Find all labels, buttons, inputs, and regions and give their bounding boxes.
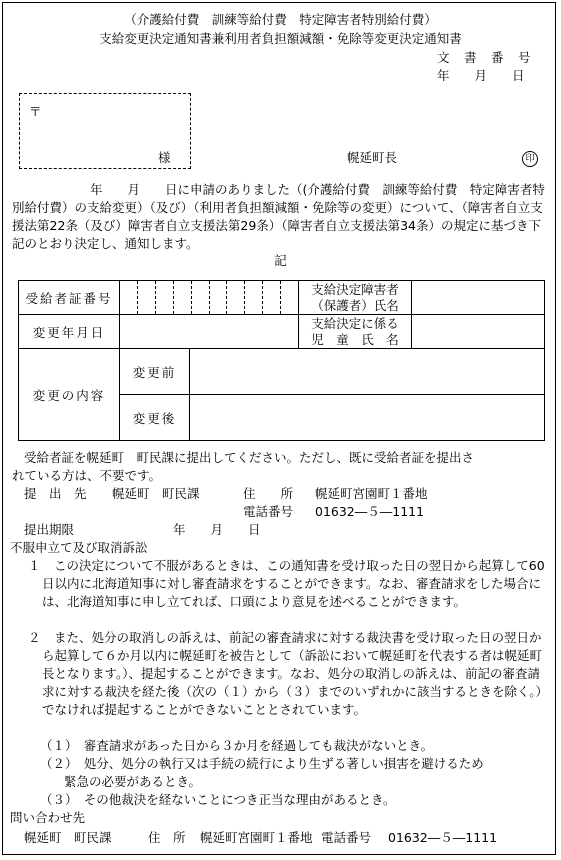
appeal-sub2-line2: 緊急の必要があるとき。 [64,774,202,789]
after-change-label: 変更後 [120,395,190,441]
contact-tel-label: 電話番号 [321,830,372,845]
contact-address: 幌延町宮園町１番地 [200,830,313,845]
appeal-item1-text: この決定について不服があるときは、この通知書を受け取った日の翌日から起算して60日以内に北海道知事に対し審査請求をすることができます。なお、審査請求をした場合には、北海道知事に申し立てれば、口頭により意見を述べることができます。 [42,558,545,609]
contact-tel: 01632―５―1111 [388,830,498,845]
change-date-value [120,315,299,349]
seal-icon: 印 [522,151,538,167]
child-name-value [412,315,545,349]
seal-mark [522,149,538,167]
after-change-value [190,395,545,441]
submission-tel-label: 電話番号 [243,504,294,519]
document-title: 支給変更決定通知書兼利用者負担額減額・免除等変更決定通知書 [99,31,462,46]
child-name-label-line1: 支給決定に係る [311,315,399,331]
contact-office: 幌延町 町民課 [24,830,112,845]
disabled-person-label-line2: （保護者）氏名 [311,297,399,313]
deadline-label: 提出期限 [24,522,75,537]
recipient-number-boxes [120,281,299,315]
submission-tel: 01632―５―1111 [315,504,425,519]
document-subtitle: （介護給付費 訓練等給付費 特定障害者特別給付費） [124,12,437,27]
issuer-name: 幌延町長 [347,150,398,165]
appeal-item1-number: １ [28,558,41,573]
appeal-sub1: （１） 審査請求があった日から３か月を経過しても裁決がないとき。 [40,738,434,753]
before-change-value [190,349,545,395]
contact-heading: 問い合わせ先 [10,810,86,825]
submission-address: 幌延町宮園町１番地 [315,486,428,501]
change-date-label: 変更年月日 [19,315,120,349]
submission-to-label: 提 出 先 [24,486,87,501]
issue-date-label: 年 月 日 [437,68,525,83]
decision-table [18,280,545,441]
disabled-person-label [299,281,412,315]
child-name-label [299,315,412,349]
disabled-person-value [412,281,545,315]
ki-label: 記 [274,253,287,268]
disabled-person-label-line1: 支給決定障害者 [311,281,399,297]
submission-note-line2: れている方は、不要です。 [12,468,162,483]
submission-office: 幌延町 町民課 [112,486,200,501]
before-change-label: 変更前 [120,349,190,395]
recipient-number-label: 受給者証番号 [19,281,120,315]
child-name-label-line2: 児 童 氏 名 [311,331,399,347]
deadline-date: 年 月 日 [173,522,261,537]
recipient-honorific: 様 [158,150,171,165]
contact-address-label: 住 所 [148,830,186,845]
submission-note-line1: 受給者証を幌延町 町民課に提出してください。ただし、既に受給者証を提出さ [24,450,475,465]
appeal-sub2-line1: （２） 処分、処分の執行又は手続の続行により生ずる著しい損害を避けるため [40,756,484,771]
appeal-heading: 不服申立て及び取消訴訟 [10,540,148,555]
postal-mark: 〒 [29,104,42,119]
appeal-item2-text: また、処分の取消しの訴えは、前記の審査請求に対する裁決書を受け取った日の翌日から起算して６か月以内に幌延町を被告として（訴訟において幌延町を代表する者は幌延町長となります。）、提起することができます。なお、処分の取消しの訴えは、前記の審査請求に対する裁決を経た後（次の（１）から（３）までのいずれかに該当するときを除く。）でなければ提起することができないこととされています。 [42,630,549,717]
appeal-item2-number: ２ [28,630,41,645]
document-number-label: 文 書 番 号 [437,50,532,65]
submission-address-label: 住 所 [243,486,294,501]
change-content-label: 変更の内容 [19,349,120,441]
appeal-sub3: （３） その他裁決を経ないことにつき正当な理由があるとき。 [40,792,396,807]
intro-paragraph: 年 月 日に申請のありました（(介護給付費 訓練等給付費 特定障害者特別給付費）の支給変更）（及び）（利用者負担額減額・免除等の変更）について、（障害者自立支援法第22条（及び）障害者自立支援法第29条）（障害者自立支援法第34条）の規定に基づき下記のとおり決定し、通知します。 [12,182,545,251]
